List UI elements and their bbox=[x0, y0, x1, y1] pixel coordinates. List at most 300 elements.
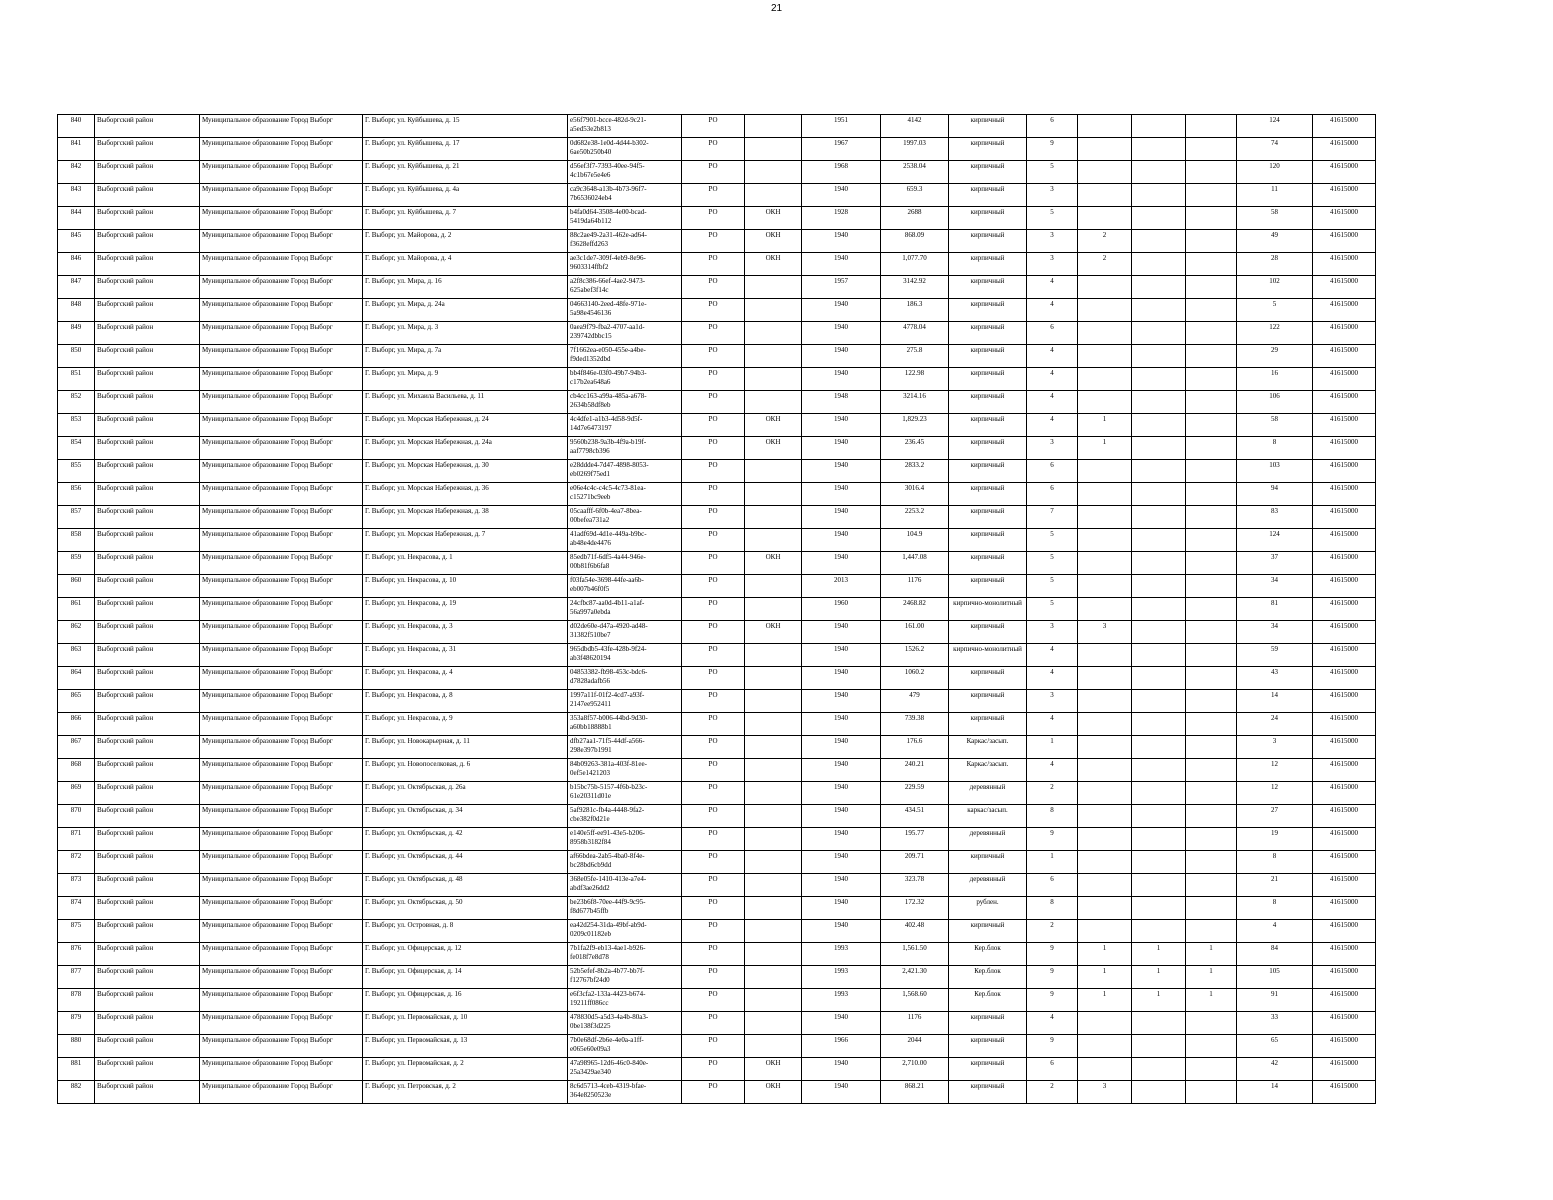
table-row bbox=[58, 345, 1376, 368]
table-row bbox=[58, 644, 1376, 667]
year-built-cell: 1940 bbox=[802, 713, 881, 736]
col-13-cell bbox=[1132, 161, 1186, 184]
fund-type-cell: РО bbox=[682, 736, 745, 759]
residents-cell: 14 bbox=[1237, 1081, 1313, 1104]
heritage-cell bbox=[745, 851, 802, 874]
col-12-cell bbox=[1078, 851, 1132, 874]
oktmo-cell: 41615000 bbox=[1313, 299, 1376, 322]
heritage-cell bbox=[745, 276, 802, 299]
fund-type-cell: РО bbox=[682, 667, 745, 690]
municipality-cell: Муниципальное образование Город Выборг bbox=[200, 207, 363, 230]
area-cell: 240.21 bbox=[881, 759, 949, 782]
heritage-cell bbox=[745, 506, 802, 529]
heritage-cell bbox=[745, 575, 802, 598]
municipality-cell: Муниципальное образование Город Выборг bbox=[200, 1081, 363, 1104]
col-12-cell bbox=[1078, 552, 1132, 575]
row-number-cell: 857 bbox=[58, 506, 95, 529]
fund-type-cell: РО bbox=[682, 230, 745, 253]
fund-type-cell: РО bbox=[682, 483, 745, 506]
house-id-cell: 9560b238-9a3b-4f9a-b19f-aaf7798cb396 bbox=[568, 437, 682, 460]
municipality-cell: Муниципальное образование Город Выборг bbox=[200, 851, 363, 874]
house-id-cell: 5af9281c-fb4a-4448-9fa2-cbe382f0d21e bbox=[568, 805, 682, 828]
oktmo-cell: 41615000 bbox=[1313, 575, 1376, 598]
year-built-cell: 1966 bbox=[802, 1035, 881, 1058]
heritage-cell bbox=[745, 184, 802, 207]
col-14-cell bbox=[1186, 1081, 1237, 1104]
fund-type-cell: РО bbox=[682, 529, 745, 552]
oktmo-cell: 41615000 bbox=[1313, 161, 1376, 184]
oktmo-cell: 41615000 bbox=[1313, 529, 1376, 552]
municipality-cell: Муниципальное образование Город Выборг bbox=[200, 253, 363, 276]
fund-type-cell: РО bbox=[682, 897, 745, 920]
district-cell: Выборгский район bbox=[95, 207, 200, 230]
address-cell: Г. Выборг, ул. Куйбышева, д. 17 bbox=[363, 138, 568, 161]
table-row bbox=[58, 736, 1376, 759]
heritage-cell: ОКН bbox=[745, 207, 802, 230]
area-cell: 1176 bbox=[881, 575, 949, 598]
house-id-cell: e140e5ff-ee91-43e5-b206-8958b3182f84 bbox=[568, 828, 682, 851]
oktmo-cell: 41615000 bbox=[1313, 207, 1376, 230]
table-row bbox=[58, 690, 1376, 713]
heritage-cell bbox=[745, 322, 802, 345]
row-number-cell: 853 bbox=[58, 414, 95, 437]
oktmo-cell: 41615000 bbox=[1313, 851, 1376, 874]
area-cell: 2468.82 bbox=[881, 598, 949, 621]
residents-cell: 122 bbox=[1237, 322, 1313, 345]
col-12-cell: 2 bbox=[1078, 253, 1132, 276]
heritage-cell bbox=[745, 920, 802, 943]
oktmo-cell: 41615000 bbox=[1313, 897, 1376, 920]
wall-material-cell: кирпичный bbox=[949, 115, 1027, 138]
fund-type-cell: РО bbox=[682, 115, 745, 138]
wall-material-cell: кирпичный bbox=[949, 690, 1027, 713]
col-13-cell bbox=[1132, 276, 1186, 299]
area-cell: 186.3 bbox=[881, 299, 949, 322]
year-built-cell: 1940 bbox=[802, 759, 881, 782]
col-14-cell bbox=[1186, 667, 1237, 690]
col-12-cell bbox=[1078, 483, 1132, 506]
col-13-cell: 1 bbox=[1132, 943, 1186, 966]
floors-cell: 6 bbox=[1027, 322, 1078, 345]
heritage-cell bbox=[745, 529, 802, 552]
address-cell: Г. Выборг, ул. Первомайская, д. 13 bbox=[363, 1035, 568, 1058]
floors-cell: 1 bbox=[1027, 736, 1078, 759]
oktmo-cell: 41615000 bbox=[1313, 644, 1376, 667]
year-built-cell: 1940 bbox=[802, 644, 881, 667]
wall-material-cell: кирпичный bbox=[949, 713, 1027, 736]
fund-type-cell: РО bbox=[682, 759, 745, 782]
floors-cell: 1 bbox=[1027, 851, 1078, 874]
oktmo-cell: 41615000 bbox=[1313, 483, 1376, 506]
house-id-cell: 04663140-2eed-48fe-971e-5a98e4546136 bbox=[568, 299, 682, 322]
residents-cell: 81 bbox=[1237, 598, 1313, 621]
row-number-cell: 881 bbox=[58, 1058, 95, 1081]
fund-type-cell: РО bbox=[682, 460, 745, 483]
oktmo-cell: 41615000 bbox=[1313, 414, 1376, 437]
address-cell: Г. Выборг, ул. Мира, д. 9 bbox=[363, 368, 568, 391]
col-13-cell bbox=[1132, 690, 1186, 713]
oktmo-cell: 41615000 bbox=[1313, 368, 1376, 391]
residents-cell: 24 bbox=[1237, 713, 1313, 736]
col-14-cell bbox=[1186, 920, 1237, 943]
oktmo-cell: 41615000 bbox=[1313, 1012, 1376, 1035]
house-id-cell: 7f1662ea-e050-455e-a4be-f9ded1352dbd bbox=[568, 345, 682, 368]
row-number-cell: 843 bbox=[58, 184, 95, 207]
heritage-cell bbox=[745, 138, 802, 161]
col-13-cell bbox=[1132, 253, 1186, 276]
col-14-cell bbox=[1186, 460, 1237, 483]
year-built-cell: 1940 bbox=[802, 506, 881, 529]
residents-cell: 43 bbox=[1237, 667, 1313, 690]
house-id-cell: bb4f846e-03f0-49b7-94b3-c17b2ea648a6 bbox=[568, 368, 682, 391]
municipality-cell: Муниципальное образование Город Выборг bbox=[200, 437, 363, 460]
row-number-cell: 847 bbox=[58, 276, 95, 299]
district-cell: Выборгский район bbox=[95, 690, 200, 713]
table-row bbox=[58, 230, 1376, 253]
residents-cell: 58 bbox=[1237, 414, 1313, 437]
heritage-cell: ОКН bbox=[745, 552, 802, 575]
col-12-cell: 3 bbox=[1078, 621, 1132, 644]
municipality-cell: Муниципальное образование Город Выборг bbox=[200, 736, 363, 759]
house-id-cell: 965dbdb5-43fe-428b-9f24-ab3f48620194 bbox=[568, 644, 682, 667]
municipality-cell: Муниципальное образование Город Выборг bbox=[200, 414, 363, 437]
col-13-cell bbox=[1132, 207, 1186, 230]
heritage-cell: ОКН bbox=[745, 230, 802, 253]
table-row bbox=[58, 805, 1376, 828]
heritage-cell bbox=[745, 713, 802, 736]
wall-material-cell: кирпичный bbox=[949, 138, 1027, 161]
municipality-cell: Муниципальное образование Город Выборг bbox=[200, 345, 363, 368]
year-built-cell: 1940 bbox=[802, 437, 881, 460]
table-row bbox=[58, 1081, 1376, 1104]
municipality-cell: Муниципальное образование Город Выборг bbox=[200, 184, 363, 207]
residents-cell: 28 bbox=[1237, 253, 1313, 276]
heritage-cell bbox=[745, 828, 802, 851]
table-row bbox=[58, 161, 1376, 184]
municipality-cell: Муниципальное образование Город Выборг bbox=[200, 805, 363, 828]
col-14-cell bbox=[1186, 506, 1237, 529]
col-13-cell bbox=[1132, 552, 1186, 575]
municipality-cell: Муниципальное образование Город Выборг bbox=[200, 276, 363, 299]
floors-cell: 2 bbox=[1027, 920, 1078, 943]
residents-cell: 34 bbox=[1237, 575, 1313, 598]
year-built-cell: 1968 bbox=[802, 161, 881, 184]
municipality-cell: Муниципальное образование Город Выборг bbox=[200, 598, 363, 621]
year-built-cell: 1940 bbox=[802, 230, 881, 253]
table-row bbox=[58, 782, 1376, 805]
district-cell: Выборгский район bbox=[95, 115, 200, 138]
oktmo-cell: 41615000 bbox=[1313, 828, 1376, 851]
oktmo-cell: 41615000 bbox=[1313, 253, 1376, 276]
year-built-cell: 1940 bbox=[802, 345, 881, 368]
address-cell: Г. Выборг, ул. Морская Набережная, д. 7 bbox=[363, 529, 568, 552]
col-14-cell bbox=[1186, 322, 1237, 345]
table-row bbox=[58, 759, 1376, 782]
col-14-cell bbox=[1186, 575, 1237, 598]
col-13-cell bbox=[1132, 828, 1186, 851]
address-cell: Г. Выборг, ул. Куйбышева, д. 15 bbox=[363, 115, 568, 138]
year-built-cell: 2013 bbox=[802, 575, 881, 598]
col-12-cell: 1 bbox=[1078, 989, 1132, 1012]
row-number-cell: 872 bbox=[58, 851, 95, 874]
table-row bbox=[58, 621, 1376, 644]
year-built-cell: 1940 bbox=[802, 460, 881, 483]
area-cell: 1526.2 bbox=[881, 644, 949, 667]
table-row bbox=[58, 253, 1376, 276]
col-12-cell: 3 bbox=[1078, 1081, 1132, 1104]
year-built-cell: 1940 bbox=[802, 322, 881, 345]
heritage-cell bbox=[745, 690, 802, 713]
area-cell: 868.09 bbox=[881, 230, 949, 253]
area-cell: 434.51 bbox=[881, 805, 949, 828]
district-cell: Выборгский район bbox=[95, 391, 200, 414]
area-cell: 1060.2 bbox=[881, 667, 949, 690]
col-12-cell bbox=[1078, 276, 1132, 299]
area-cell: 479 bbox=[881, 690, 949, 713]
area-cell: 2833.2 bbox=[881, 460, 949, 483]
heritage-cell bbox=[745, 736, 802, 759]
col-13-cell bbox=[1132, 667, 1186, 690]
row-number-cell: 877 bbox=[58, 966, 95, 989]
col-14-cell bbox=[1186, 207, 1237, 230]
floors-cell: 3 bbox=[1027, 621, 1078, 644]
year-built-cell: 1960 bbox=[802, 598, 881, 621]
col-12-cell bbox=[1078, 322, 1132, 345]
col-12-cell bbox=[1078, 529, 1132, 552]
oktmo-cell: 41615000 bbox=[1313, 138, 1376, 161]
floors-cell: 9 bbox=[1027, 943, 1078, 966]
residents-cell: 91 bbox=[1237, 989, 1313, 1012]
wall-material-cell: кирпичный bbox=[949, 1035, 1027, 1058]
floors-cell: 8 bbox=[1027, 805, 1078, 828]
table-row bbox=[58, 920, 1376, 943]
row-number-cell: 876 bbox=[58, 943, 95, 966]
area-cell: 209.71 bbox=[881, 851, 949, 874]
col-13-cell bbox=[1132, 299, 1186, 322]
col-12-cell bbox=[1078, 644, 1132, 667]
col-13-cell bbox=[1132, 874, 1186, 897]
oktmo-cell: 41615000 bbox=[1313, 736, 1376, 759]
district-cell: Выборгский район bbox=[95, 345, 200, 368]
area-cell: 2538.04 bbox=[881, 161, 949, 184]
col-13-cell bbox=[1132, 1058, 1186, 1081]
year-built-cell: 1993 bbox=[802, 989, 881, 1012]
col-12-cell bbox=[1078, 207, 1132, 230]
oktmo-cell: 41615000 bbox=[1313, 989, 1376, 1012]
col-12-cell bbox=[1078, 1012, 1132, 1035]
house-id-cell: 41adf69d-4d1e-449a-b9bc-ab48e4de4476 bbox=[568, 529, 682, 552]
heritage-cell: ОКН bbox=[745, 621, 802, 644]
fund-type-cell: РО bbox=[682, 437, 745, 460]
year-built-cell: 1940 bbox=[802, 690, 881, 713]
col-13-cell bbox=[1132, 644, 1186, 667]
address-cell: Г. Выборг, ул. Куйбышева, д. 7 bbox=[363, 207, 568, 230]
district-cell: Выборгский район bbox=[95, 1081, 200, 1104]
district-cell: Выборгский район bbox=[95, 368, 200, 391]
area-cell: 1997.03 bbox=[881, 138, 949, 161]
fund-type-cell: РО bbox=[682, 276, 745, 299]
area-cell: 4778.04 bbox=[881, 322, 949, 345]
floors-cell: 4 bbox=[1027, 759, 1078, 782]
wall-material-cell: кирпичный bbox=[949, 575, 1027, 598]
residents-cell: 12 bbox=[1237, 782, 1313, 805]
table-row bbox=[58, 460, 1376, 483]
area-cell: 2,421.30 bbox=[881, 966, 949, 989]
col-14-cell bbox=[1186, 299, 1237, 322]
municipality-cell: Муниципальное образование Город Выборг bbox=[200, 782, 363, 805]
col-14-cell bbox=[1186, 759, 1237, 782]
oktmo-cell: 41615000 bbox=[1313, 276, 1376, 299]
floors-cell: 9 bbox=[1027, 1035, 1078, 1058]
address-cell: Г. Выборг, ул. Островная, д. 8 bbox=[363, 920, 568, 943]
municipality-cell: Муниципальное образование Город Выборг bbox=[200, 759, 363, 782]
floors-cell: 4 bbox=[1027, 299, 1078, 322]
municipality-cell: Муниципальное образование Город Выборг bbox=[200, 690, 363, 713]
col-13-cell: 1 bbox=[1132, 989, 1186, 1012]
residents-cell: 49 bbox=[1237, 230, 1313, 253]
heritage-cell bbox=[745, 299, 802, 322]
oktmo-cell: 41615000 bbox=[1313, 115, 1376, 138]
row-number-cell: 840 bbox=[58, 115, 95, 138]
col-13-cell: 1 bbox=[1132, 966, 1186, 989]
col-14-cell bbox=[1186, 483, 1237, 506]
area-cell: 1,561.50 bbox=[881, 943, 949, 966]
fund-type-cell: РО bbox=[682, 391, 745, 414]
house-id-cell: b4fa0d64-3508-4e00-bcad-5419da64b112 bbox=[568, 207, 682, 230]
heritage-cell: ОКН bbox=[745, 414, 802, 437]
table-row bbox=[58, 1035, 1376, 1058]
wall-material-cell: кирпичный bbox=[949, 506, 1027, 529]
table-row bbox=[58, 437, 1376, 460]
table-row bbox=[58, 368, 1376, 391]
wall-material-cell: Кер.блок bbox=[949, 966, 1027, 989]
col-13-cell bbox=[1132, 759, 1186, 782]
residents-cell: 19 bbox=[1237, 828, 1313, 851]
heritage-cell bbox=[745, 966, 802, 989]
oktmo-cell: 41615000 bbox=[1313, 1058, 1376, 1081]
fund-type-cell: РО bbox=[682, 690, 745, 713]
col-14-cell: 1 bbox=[1186, 943, 1237, 966]
address-cell: Г. Выборг, ул. Некрасова, д. 3 bbox=[363, 621, 568, 644]
wall-material-cell: кирпичный bbox=[949, 345, 1027, 368]
col-12-cell: 2 bbox=[1078, 230, 1132, 253]
area-cell: 2688 bbox=[881, 207, 949, 230]
col-12-cell bbox=[1078, 161, 1132, 184]
fund-type-cell: РО bbox=[682, 414, 745, 437]
year-built-cell: 1940 bbox=[802, 920, 881, 943]
fund-type-cell: РО bbox=[682, 506, 745, 529]
col-12-cell bbox=[1078, 1058, 1132, 1081]
oktmo-cell: 41615000 bbox=[1313, 391, 1376, 414]
col-14-cell bbox=[1186, 782, 1237, 805]
fund-type-cell: РО bbox=[682, 299, 745, 322]
oktmo-cell: 41615000 bbox=[1313, 943, 1376, 966]
house-id-cell: ae3c1de7-309f-4eb9-8e96-9603314ffbf2 bbox=[568, 253, 682, 276]
municipality-cell: Муниципальное образование Город Выборг bbox=[200, 1035, 363, 1058]
row-number-cell: 849 bbox=[58, 322, 95, 345]
year-built-cell: 1940 bbox=[802, 1058, 881, 1081]
area-cell: 1,568.60 bbox=[881, 989, 949, 1012]
district-cell: Выборгский район bbox=[95, 897, 200, 920]
municipality-cell: Муниципальное образование Город Выборг bbox=[200, 828, 363, 851]
district-cell: Выборгский район bbox=[95, 966, 200, 989]
row-number-cell: 866 bbox=[58, 713, 95, 736]
address-cell: Г. Выборг, ул. Михаила Васильева, д. 11 bbox=[363, 391, 568, 414]
floors-cell: 3 bbox=[1027, 690, 1078, 713]
district-cell: Выборгский район bbox=[95, 184, 200, 207]
col-14-cell bbox=[1186, 736, 1237, 759]
house-id-cell: 478830d5-a5d3-4a4b-80a3-0be138f3d225 bbox=[568, 1012, 682, 1035]
col-12-cell: 1 bbox=[1078, 437, 1132, 460]
area-cell: 868.21 bbox=[881, 1081, 949, 1104]
wall-material-cell: кирпичный bbox=[949, 276, 1027, 299]
house-id-cell: e56f7901-bcce-482d-9c21-a5ed53e2b813 bbox=[568, 115, 682, 138]
address-cell: Г. Выборг, ул. Некрасова, д. 10 bbox=[363, 575, 568, 598]
fund-type-cell: РО bbox=[682, 253, 745, 276]
col-14-cell bbox=[1186, 828, 1237, 851]
area-cell: 122.98 bbox=[881, 368, 949, 391]
residents-cell: 33 bbox=[1237, 1012, 1313, 1035]
col-14-cell: 1 bbox=[1186, 989, 1237, 1012]
address-cell: Г. Выборг, ул. Октябрьская, д. 42 bbox=[363, 828, 568, 851]
floors-cell: 2 bbox=[1027, 1081, 1078, 1104]
table-row bbox=[58, 943, 1376, 966]
col-13-cell bbox=[1132, 345, 1186, 368]
district-cell: Выборгский район bbox=[95, 828, 200, 851]
row-number-cell: 841 bbox=[58, 138, 95, 161]
district-cell: Выборгский район bbox=[95, 299, 200, 322]
area-cell: 275.8 bbox=[881, 345, 949, 368]
col-14-cell bbox=[1186, 805, 1237, 828]
municipality-cell: Муниципальное образование Город Выборг bbox=[200, 506, 363, 529]
house-id-cell: e28ddde4-7d47-4898-8053-eb0269f75ed1 bbox=[568, 460, 682, 483]
year-built-cell: 1928 bbox=[802, 207, 881, 230]
area-cell: 739.38 bbox=[881, 713, 949, 736]
house-id-cell: dfb27aa1-71f5-44df-a566-298e397b1991 bbox=[568, 736, 682, 759]
area-cell: 3016.4 bbox=[881, 483, 949, 506]
district-cell: Выборгский район bbox=[95, 598, 200, 621]
floors-cell: 5 bbox=[1027, 575, 1078, 598]
row-number-cell: 850 bbox=[58, 345, 95, 368]
residents-cell: 42 bbox=[1237, 1058, 1313, 1081]
floors-cell: 4 bbox=[1027, 644, 1078, 667]
address-cell: Г. Выборг, ул. Мира, д. 7а bbox=[363, 345, 568, 368]
residents-cell: 29 bbox=[1237, 345, 1313, 368]
district-cell: Выборгский район bbox=[95, 276, 200, 299]
row-number-cell: 861 bbox=[58, 598, 95, 621]
fund-type-cell: РО bbox=[682, 943, 745, 966]
residents-cell: 74 bbox=[1237, 138, 1313, 161]
col-12-cell bbox=[1078, 782, 1132, 805]
district-cell: Выборгский район bbox=[95, 621, 200, 644]
area-cell: 161.00 bbox=[881, 621, 949, 644]
address-cell: Г. Выборг, ул. Офицерская, д. 14 bbox=[363, 966, 568, 989]
address-cell: Г. Выборг, ул. Офицерская, д. 12 bbox=[363, 943, 568, 966]
district-cell: Выборгский район bbox=[95, 322, 200, 345]
floors-cell: 5 bbox=[1027, 552, 1078, 575]
municipality-cell: Муниципальное образование Город Выборг bbox=[200, 713, 363, 736]
table-row bbox=[58, 391, 1376, 414]
heritage-cell: ОКН bbox=[745, 1058, 802, 1081]
fund-type-cell: РО bbox=[682, 184, 745, 207]
col-13-cell bbox=[1132, 230, 1186, 253]
wall-material-cell: кирпичный bbox=[949, 161, 1027, 184]
municipality-cell: Муниципальное образование Город Выборг bbox=[200, 1012, 363, 1035]
wall-material-cell: кирпичный bbox=[949, 1081, 1027, 1104]
residents-cell: 14 bbox=[1237, 690, 1313, 713]
district-cell: Выборгский район bbox=[95, 414, 200, 437]
wall-material-cell: кирпичный bbox=[949, 368, 1027, 391]
